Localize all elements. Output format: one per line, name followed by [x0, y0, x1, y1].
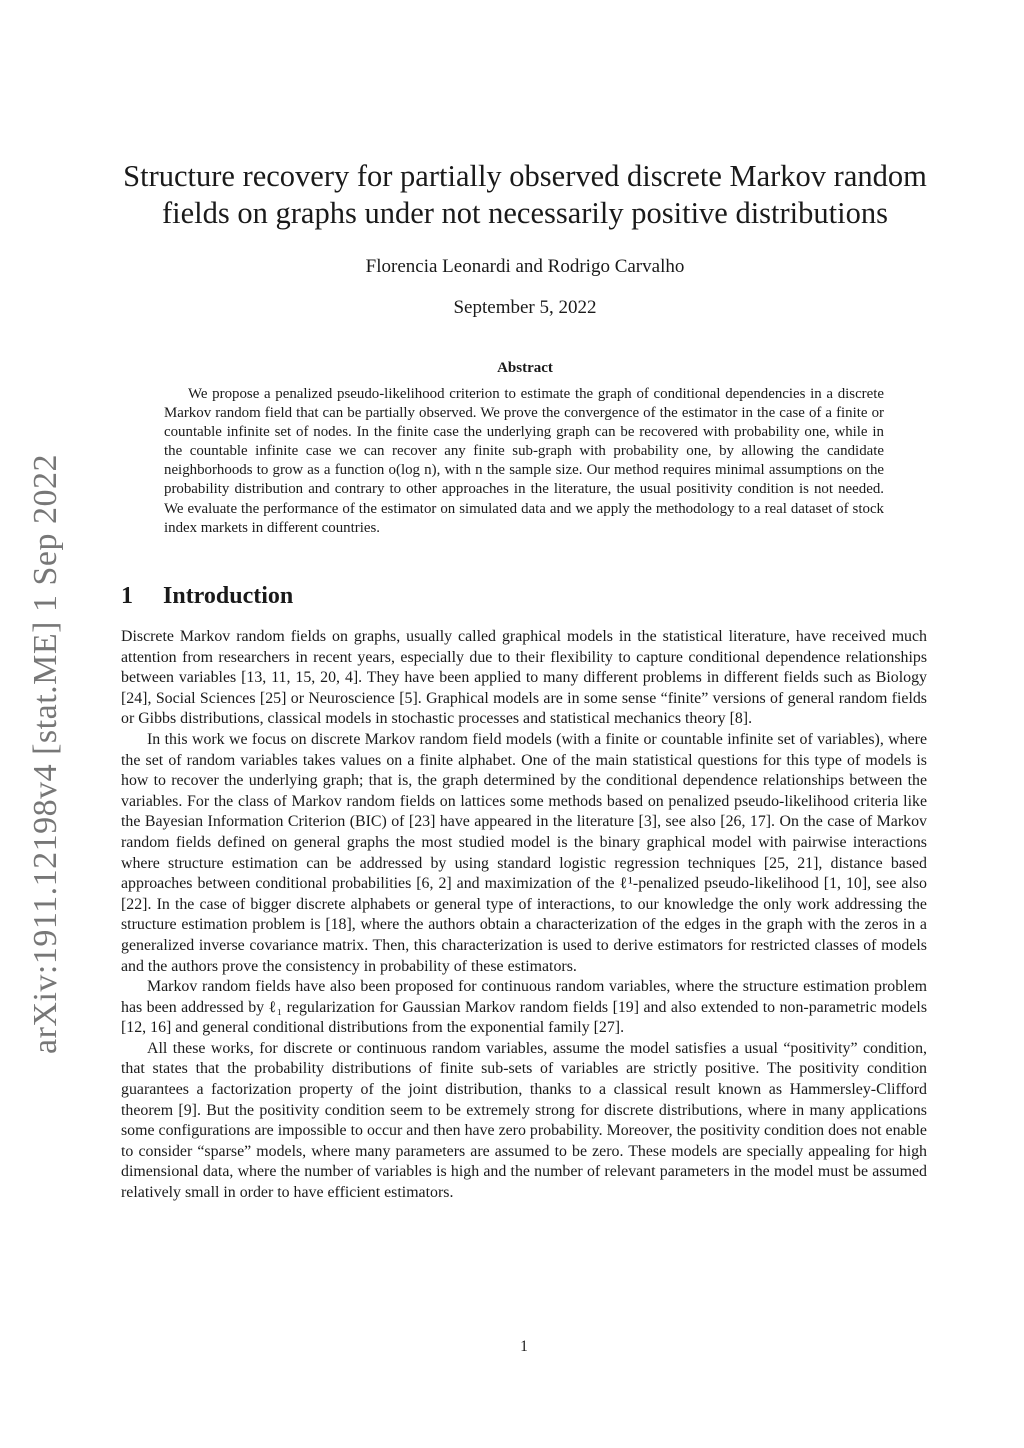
- introduction-body: [121, 627, 927, 1204]
- arxiv-identifier-text: arXiv:1911.12198v4 [stat.ME] 1 Sep 2022: [27, 454, 64, 1054]
- section-number: 1: [121, 583, 133, 609]
- abstract-text: We propose a penalized pseudo-likelihood criterion to estimate the graph of conditional dependencies in a discrete Markov random field that can be partially observed. We prove the convergence of the estimator in the case of a finite or countable infinite set of nodes. In the finite case the underlying graph can be recovered with probability one, while in the countable infinite case we can recover any finite sub-graph with probability one, by allowing the candidate neighborhoods to grow as a function o(log n), with n the sample size. Our method requires minimal assumptions on the probability distribution and contrary to other approaches in the literature, the usual positivity condition is not needed. We evaluate the performance of the estimator on simulated data and we apply the methodology to a real dataset of stock index markets in different countries.: [164, 386, 884, 536]
- page-number: 1: [520, 1338, 528, 1355]
- arxiv-identifier-stamp: [20, 454, 72, 1054]
- paragraph: In this work we focus on discrete Markov random field models (with a finite or countable infinite set of variables), where the set of random variables takes values on a finite alphabet. One of the main statistical questions for this type of models is how to recover the underlying graph; that is, the graph determined by the conditional dependence relationships between the variables. For the class of Markov random fields on lattices some methods based on penalized pseudo-likelihood criteria like the Bayesian Information Criterion (BIC) of [23] have appeared in the literature [3], see also [26, 17]. On the case of Markov random fields defined on general graphs the most studied model is the binary graphical model with pairwise interactions where structure estimation can be addressed by using standard logistic regression techniques [25, 21], distance based approaches between conditional probabilities [6, 2] and maximization of the ℓ¹-penalized pseudo-likelihood [1, 10], see also [22]. In the case of bigger discrete alphabets or general type of interactions, to our knowledge the only work addressing the structure estimation problem is [18], where the authors obtain a characterization of the edges in the graph with the zeros in a generalized inverse covariance matrix. Then, this characterization is used to derive estimators for restricted classes of models and the authors prove the consistency in probability of these estimators.: [121, 730, 927, 975]
- paper-title: Structure recovery for partially observed discrete Markov random fields on graphs under not necessarily positive distributions: [123, 159, 927, 230]
- abstract-heading: Abstract: [497, 360, 553, 376]
- paper-date: September 5, 2022: [453, 297, 597, 318]
- section-title: Introduction: [163, 583, 294, 609]
- paper-authors: Florencia Leonardi and Rodrigo Carvalho: [365, 256, 685, 277]
- section-heading: [121, 583, 293, 610]
- paragraph: Markov random fields have also been proposed for continuous random variables, where the structure estimation problem has been addressed by ℓ₁ regularization for Gaussian Markov random fields [19] and also extended to non-parametric models [12, 16] and general conditional distributions from the exponential family [27].: [121, 978, 927, 1037]
- paragraph: All these works, for discrete or continuous random variables, assume the model satisfies a usual “positivity” condition, that states that the probability distributions of finite sub-sets of variables are strictly positive. The positivity condition guarantees a factorization property of the joint distribution, thanks to a classical result known as Hammersley-Clifford theorem [9]. But the positivity condition seem to be extremely strong for discrete distributions, where in many applications some configurations are impossible to occur and then have zero probability. Moreover, the positivity condition does not enable to consider “sparse” models, where many parameters are assumed to be zero. These models are specially appealing for high dimensional data, where the number of variables is high and the number of relevant parameters in the model must be assumed relatively small in order to have efficient estimators.: [121, 1039, 927, 1202]
- paragraph: Discrete Markov random fields on graphs, usually called graphical models in the statistical literature, have received much attention from researchers in recent years, especially due to their flexibility to capture conditional dependence relationships between variables [13, 11, 15, 20, 4]. They have been applied to many different problems in different fields such as Biology [24], Social Sciences [25] or Neuroscience [5]. Graphical models are in some sense “finite” versions of general random fields or Gibbs distributions, classical models in stochastic processes and statistical mechanics theory [8].: [121, 628, 927, 728]
